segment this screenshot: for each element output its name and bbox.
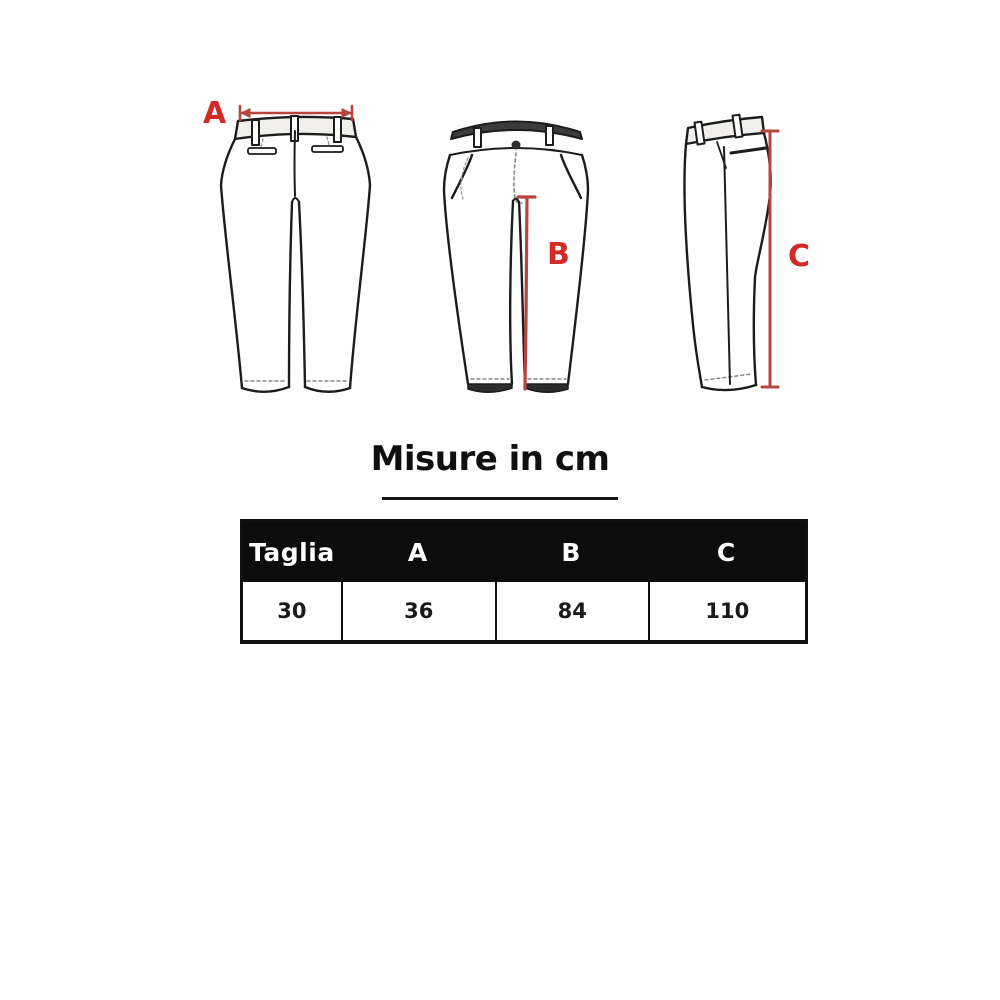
table-cell-c: 110 bbox=[648, 582, 805, 640]
page-title: Misure in cm bbox=[370, 439, 610, 479]
pants-back-view-drawing bbox=[195, 95, 380, 410]
measure-label-c: C bbox=[788, 239, 811, 274]
pants-back-view-icon bbox=[195, 95, 380, 410]
pants-side-view-icon bbox=[660, 95, 830, 410]
table-cell-taglia: 30 bbox=[277, 599, 307, 623]
table-cell-b: 84 bbox=[495, 582, 648, 640]
pants-front-view-drawing bbox=[435, 95, 620, 410]
table-header-b: B bbox=[561, 537, 581, 567]
title-underline bbox=[382, 497, 618, 500]
measure-label-a: A bbox=[203, 96, 227, 131]
measure-label-b: B bbox=[547, 237, 570, 272]
measure-line-c bbox=[762, 131, 778, 387]
table-cell-a: 36 bbox=[341, 582, 495, 640]
size-table bbox=[240, 519, 808, 644]
size-table-data-row bbox=[243, 582, 805, 640]
size-table-header-row bbox=[243, 522, 805, 582]
table-header-c: C bbox=[716, 537, 736, 567]
table-header-taglia: Taglia bbox=[249, 537, 335, 567]
pants-side-view-drawing bbox=[660, 95, 830, 410]
pants-front-view-icon bbox=[435, 95, 620, 410]
table-header-a: A bbox=[407, 537, 428, 567]
